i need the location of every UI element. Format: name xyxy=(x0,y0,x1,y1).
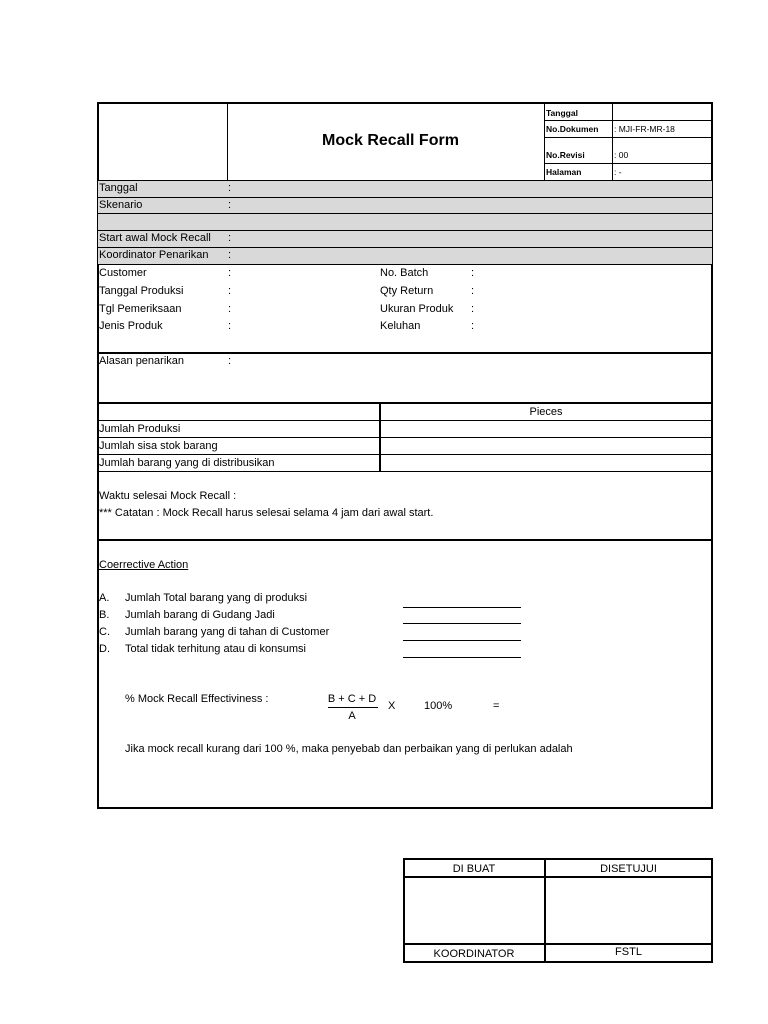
row-line xyxy=(98,264,712,265)
meta-row-line xyxy=(544,120,712,121)
label-ukuran-produk: Ukuran Produk xyxy=(380,303,454,315)
waktu-selesai: Waktu selesai Mock Recall : xyxy=(99,490,237,502)
answer-line xyxy=(403,640,521,641)
colon: : xyxy=(228,303,232,315)
item-letter: D. xyxy=(99,643,110,655)
colon: : xyxy=(228,232,232,244)
colon: : xyxy=(471,320,475,332)
row-line xyxy=(98,213,712,214)
qty-line xyxy=(98,420,712,421)
formula-times: X xyxy=(388,700,396,712)
meta-value-halaman: : - xyxy=(614,167,622,177)
label-jenis-produk: Jenis Produk xyxy=(99,320,163,332)
gray-row-tanggal xyxy=(98,181,712,197)
label-keluhan: Keluhan xyxy=(380,320,421,332)
gray-row-blank xyxy=(98,214,712,230)
formula-equals: = xyxy=(493,700,500,712)
header-divider-left xyxy=(227,102,228,180)
effectiveness-label: % Mock Recall Effectiviness : xyxy=(125,693,269,705)
corrective-heading: Coerrective Action xyxy=(99,559,189,571)
item-letter: C. xyxy=(99,626,110,638)
colon: : xyxy=(228,320,232,332)
qty-line xyxy=(98,471,712,472)
label-tanggal-produksi: Tanggal Produksi xyxy=(99,285,184,297)
meta-label-tanggal: Tanggal xyxy=(546,108,578,118)
answer-line xyxy=(403,657,521,658)
colon: : xyxy=(471,285,475,297)
qty-unit-header: Pieces xyxy=(529,406,563,418)
label-qty-return: Qty Return xyxy=(380,285,434,297)
formula-percent: 100% xyxy=(424,700,453,712)
label-alasan-penarikan: Alasan penarikan xyxy=(99,355,185,367)
item-text: Total tidak terhitung atau di konsumsi xyxy=(125,643,306,655)
item-text: Jumlah Total barang yang di produksi xyxy=(125,592,308,604)
label-no-batch: No. Batch xyxy=(380,267,429,279)
gray-row-skenario xyxy=(98,197,712,213)
label-koordinator-penarikan: Koordinator Penarikan xyxy=(99,249,209,261)
item-text: Jumlah barang yang di tahan di Customer xyxy=(125,626,330,638)
corrective-note: Jika mock recall kurang dari 100 %, maka penyebab dan perbaikan yang di perlukan adalah xyxy=(125,743,573,755)
colon: : xyxy=(228,285,232,297)
section-line xyxy=(98,539,712,541)
meta-label-no-dokumen: No.Dokumen xyxy=(546,124,599,134)
meta-value-no-revisi: : 00 xyxy=(614,150,629,160)
signature-footer-koordinator: KOORDINATOR xyxy=(433,948,515,960)
meta-value-no-dokumen: : MJI-FR-MR-18 xyxy=(614,124,675,134)
catatan: *** Catatan : Mock Recall harus selesai selama 4 jam dari awal start. xyxy=(99,507,434,519)
colon: : xyxy=(471,267,475,279)
signature-header-dibuat: DI BUAT xyxy=(452,863,496,875)
signature-footer-fstl: FSTL xyxy=(615,946,642,958)
form-title: Mock Recall Form xyxy=(322,132,459,149)
qty-row-label: Jumlah sisa stok barang xyxy=(99,440,218,452)
label-tgl-pemeriksaan: Tgl Pemeriksaan xyxy=(99,303,182,315)
meta-row-line xyxy=(544,137,712,138)
meta-label-no-revisi: No.Revisi xyxy=(546,150,585,160)
colon: : xyxy=(228,182,232,194)
qty-line xyxy=(98,454,712,455)
section-line xyxy=(98,402,712,404)
fraction-line xyxy=(328,707,378,708)
meta-row-line xyxy=(544,163,712,164)
label-tanggal: Tanggal xyxy=(99,182,138,194)
formula-numerator: B + C + D xyxy=(327,693,377,705)
qty-row-label: Jumlah Produksi xyxy=(99,423,181,435)
signature-line xyxy=(404,876,712,878)
row-line xyxy=(98,197,712,198)
colon: : xyxy=(228,249,232,261)
row-line xyxy=(98,180,712,181)
colon: : xyxy=(228,355,232,367)
answer-line xyxy=(403,607,521,608)
colon: : xyxy=(228,199,232,211)
label-start-awal: Start awal Mock Recall xyxy=(99,232,211,244)
header-divider-meta xyxy=(612,102,613,180)
label-customer: Customer xyxy=(99,267,147,279)
item-text: Jumlah barang di Gudang Jadi xyxy=(125,609,275,621)
colon: : xyxy=(228,267,232,279)
answer-line xyxy=(403,623,521,624)
header-divider-right xyxy=(544,102,545,180)
label-skenario: Skenario xyxy=(99,199,143,211)
item-letter: B. xyxy=(99,609,110,621)
qty-line xyxy=(98,437,712,438)
qty-row-label: Jumlah barang yang di distribusikan xyxy=(99,457,275,469)
colon: : xyxy=(471,303,475,315)
section-line xyxy=(98,352,712,354)
item-letter: A. xyxy=(99,592,110,604)
meta-label-halaman: Halaman xyxy=(546,167,582,177)
formula-denominator: A xyxy=(348,710,356,722)
signature-header-disetujui: DISETUJUI xyxy=(600,863,657,875)
